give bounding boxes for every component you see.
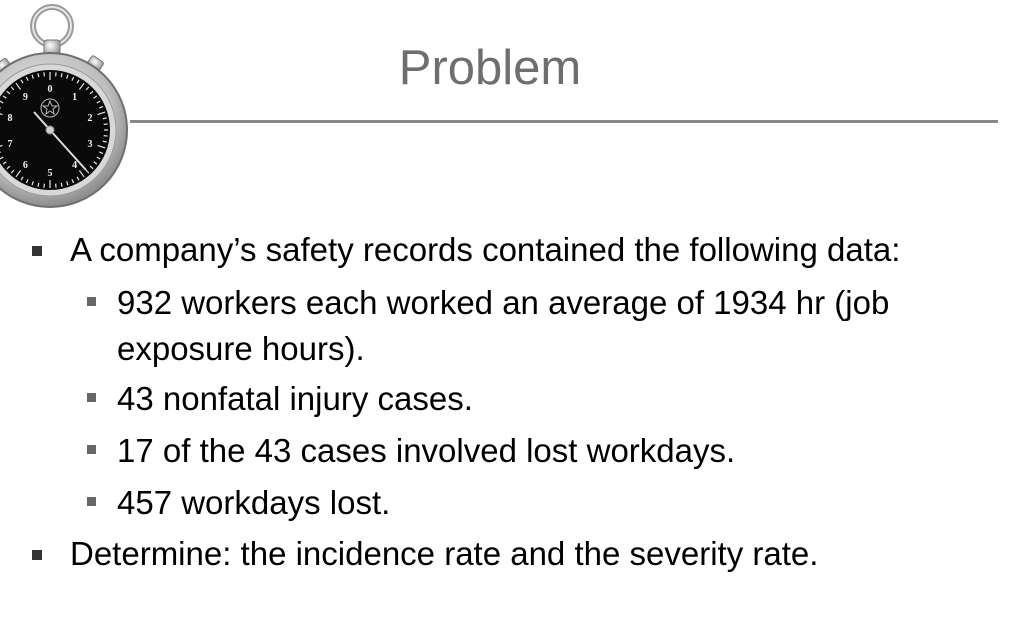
dial-number: 7 <box>7 138 13 150</box>
dial-number: 6 <box>22 159 28 171</box>
sub-bullet-text: 457 workdays lost. <box>117 484 391 521</box>
sub-bullet-item <box>117 428 735 474</box>
dial-tick <box>38 73 39 77</box>
bullet-item <box>70 227 900 273</box>
square-bullet-icon <box>87 445 96 454</box>
square-bullet-icon <box>32 550 42 560</box>
sub-bullet-text-line2: exposure hours). <box>117 330 365 367</box>
dial-number: 2 <box>87 113 93 125</box>
dial-tick <box>61 73 62 77</box>
bullet-text: A company’s safety records contained the following data: <box>70 231 901 268</box>
dial-number: 3 <box>87 138 93 150</box>
dial-number: 8 <box>7 113 13 125</box>
dial-number: 1 <box>72 92 78 104</box>
square-bullet-icon <box>87 297 96 306</box>
dial-tick <box>38 183 39 187</box>
dial-tick <box>103 141 107 142</box>
sub-bullet-text: 43 nonfatal injury cases. <box>117 380 473 417</box>
dial-number: 9 <box>22 92 28 104</box>
sub-bullet-item <box>117 376 473 422</box>
dial-number: 5 <box>47 168 53 179</box>
dial-tick <box>61 183 62 187</box>
sub-bullet-text: 17 of the 43 cases involved lost workdays. <box>117 432 736 469</box>
square-bullet-icon <box>87 393 96 402</box>
stopwatch-icon <box>0 0 140 210</box>
slide-title: Problem <box>398 41 582 95</box>
dial-number: 0 <box>47 84 53 95</box>
sub-bullet-continuation <box>117 326 365 372</box>
title-divider <box>130 120 998 123</box>
dial-tick <box>103 118 107 119</box>
sub-bullet-item <box>117 280 889 326</box>
bullet-item <box>70 531 818 577</box>
sub-bullet-text-line1: 932 workers each worked an average of 1934 hr (job <box>117 284 890 321</box>
dial-number: 4 <box>72 159 78 171</box>
bullet-text: Determine: the incidence rate and the severity rate. <box>70 535 819 572</box>
square-bullet-icon <box>87 497 96 506</box>
square-bullet-icon <box>32 246 42 256</box>
sub-bullet-item <box>117 480 390 526</box>
